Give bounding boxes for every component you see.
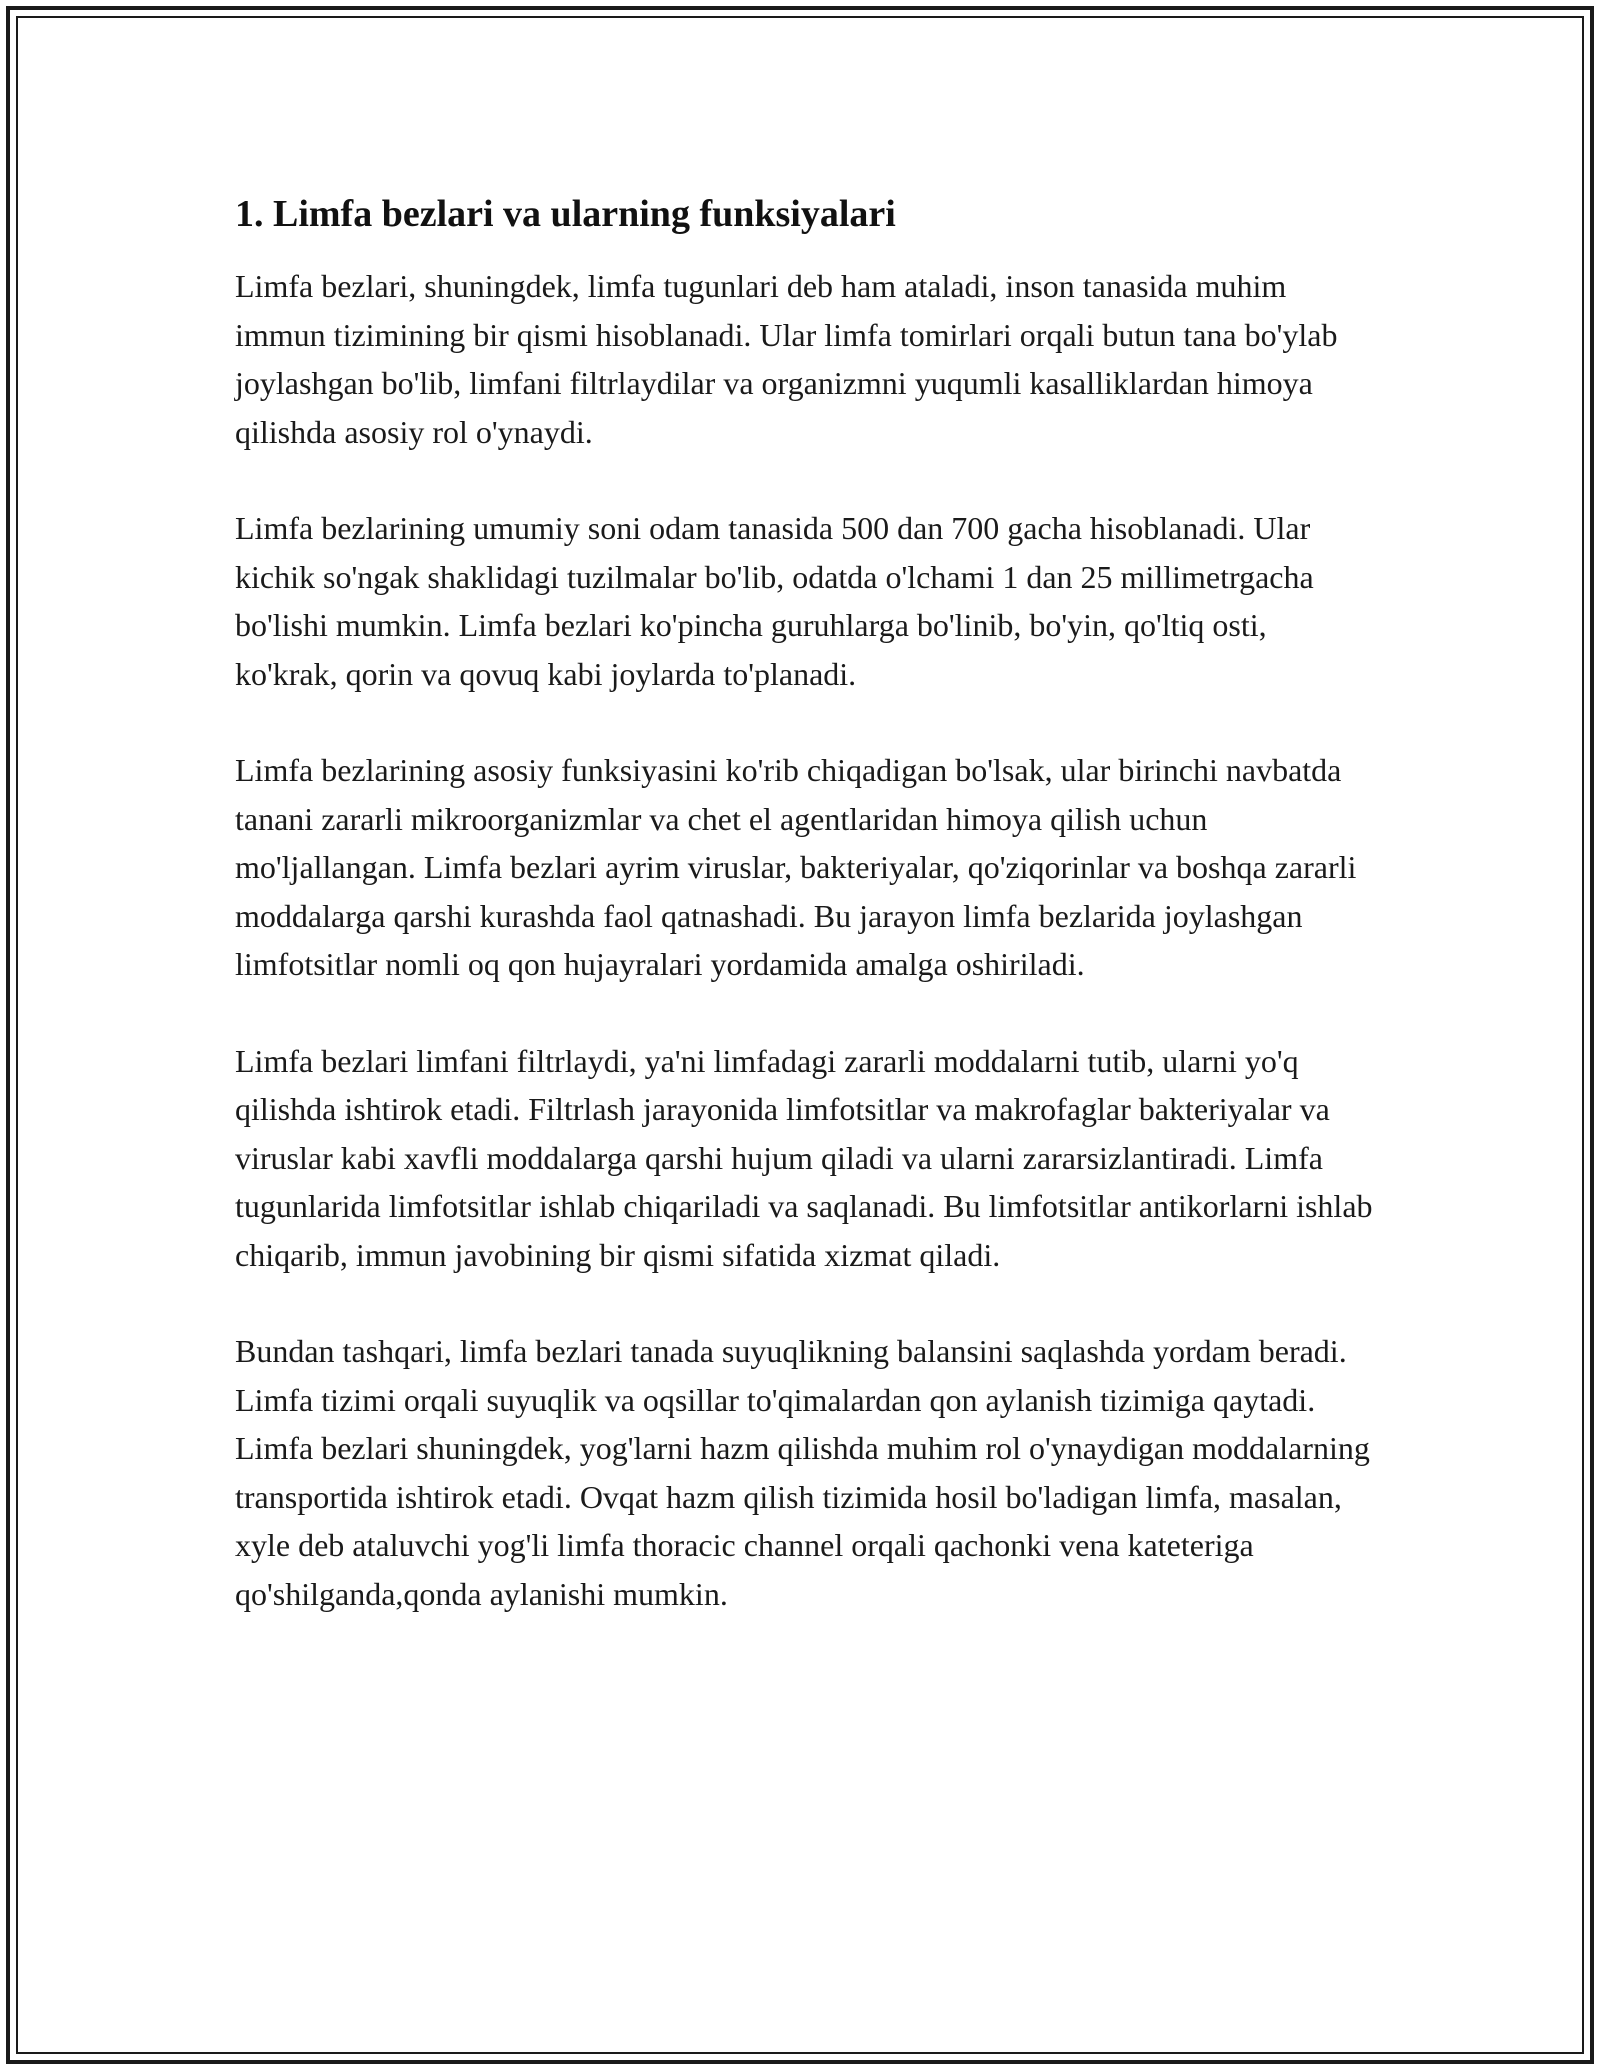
paragraph-3: Limfa bezlarining asosiy funksiyasini ko'rib chiqadigan bo'lsak, ular birinchi navbatda tanani zararli mikroorganizmlar va chet el agentlaridan himoya qilish uchun mo'ljallangan. Limfa bezlari ayrim viruslar, bakteriyalar, qo'ziqorinlar va boshqa zararli moddalarga qarshi kurashda faol qatnashadi. Bu jarayon limfa bezlarida joylashgan limfotsitlar nomli oq qon hujayralari yordamida amalga oshiriladi. bbox=[235, 752, 1357, 982]
paragraph-5: Bundan tashqari, limfa bezlari tanada suyuqlikning balansini saqlashda yordam beradi. Limfa tizimi orqali suyuqlik va oqsillar to'qimalardan qon aylanish tizimiga qaytadi. Limfa bezlari shuningdek, yog'larni hazm qilishda muhim rol o'ynaydigan moddalarning transportida ishtirok etadi. Ovqat hazm qilish tizimida hosil bo'ladigan limfa, masalan, xyle deb ataluvchi yog'li limfa thoracic channel orqali qachonki vena kateteriga qo'shilganda,qonda aylanishi mumkin. bbox=[235, 1333, 1370, 1612]
document-body bbox=[235, 186, 1375, 1666]
document-title: 1. Limfa bezlari va ularning funksiyalari bbox=[235, 193, 896, 235]
paragraph-4: Limfa bezlari limfani filtrlaydi, ya'ni limfadagi zararli moddalarni tutib, ularni yo'q qilishda ishtirok etadi. Filtrlash jarayonida limfotsitlar va makrofaglar bakteriyalar va viruslar kabi xavfli moddalarga qarshi hujum qiladi va ularni zararsizlantiradi. Limfa tugunlarida limfotsitlar ishlab chiqariladi va saqlanadi. Bu limfotsitlar antikorlarni ishlab chiqarib, immun javobining bir qismi sifatida xizmat qiladi. bbox=[235, 1042, 1373, 1273]
paragraph-2: Limfa bezlarining umumiy soni odam tanasida 500 dan 700 gacha hisoblanadi. Ular kichik so'ngak shaklidagi tuzilmalar bo'lib, odatda o'lchami 1 dan 25 millimetrgacha bo'lishi mumkin. Limfa bezlari ko'pincha guruhlarga bo'linib, bo'yin, qo'ltiq osti, ko'krak, qorin va qovuq kabi joylarda to'planadi. bbox=[235, 510, 1314, 692]
paragraph-1: Limfa bezlari, shuningdek, limfa tugunlari deb ham ataladi, inson tanasida muhim immun tizimining bir qismi hisoblanadi. Ular limfa tomirlari orqali butun tana bo'ylab joylashgan bo'lib, limfani filtrlaydilar va organizmni yuqumli kasalliklardan himoya qilishda asosiy rol o'ynaydi. bbox=[235, 268, 1338, 450]
